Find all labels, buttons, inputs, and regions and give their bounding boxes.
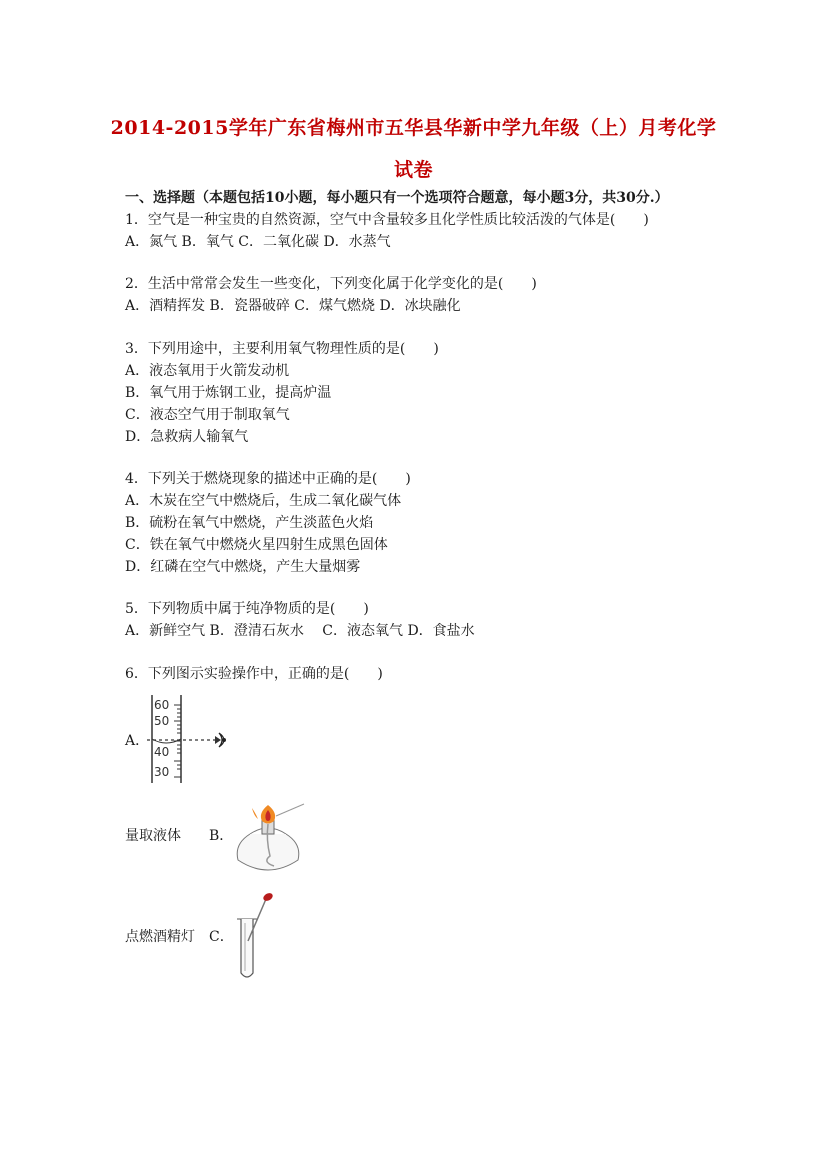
exam-title-cont: 试卷 bbox=[393, 159, 433, 181]
question-6-label-c: 点燃酒精灯 C． bbox=[125, 929, 234, 945]
question-4-option-d: D．红磷在空气中燃烧，产生大量烟雾 bbox=[125, 559, 361, 575]
tick-label-30: 30 bbox=[154, 765, 170, 779]
exam-title: 2014-2015学年广东省梅州市五华县华新中学九年级（上）月考化学 bbox=[110, 117, 717, 139]
question-4-option-a: A．木炭在空气中燃烧后，生成二氧化碳气体 bbox=[125, 493, 402, 509]
question-1-stem: 1．空气是一种宝贵的自然资源，空气中含量较多且化学性质比较活泼的气体是( ) bbox=[125, 212, 649, 228]
question-3-stem: 3．下列用途中，主要利用氧气物理性质的是( ) bbox=[125, 341, 439, 357]
match-head-icon bbox=[262, 893, 274, 903]
question-2-options: A．酒精挥发 B．瓷器破碎 C．煤气燃烧 D．冰块融化 bbox=[125, 298, 461, 314]
question-3-option-a: A．液态氧用于火箭发动机 bbox=[125, 363, 290, 379]
alcohol-lamp-figure bbox=[232, 800, 307, 880]
section-heading: 一、选择题（本题包括10小题，每小题只有一个选项符合题意，每小题3分，共30分.） bbox=[125, 190, 669, 206]
question-6-label-a: A． bbox=[125, 733, 150, 749]
tick-label-40: 40 bbox=[154, 745, 170, 759]
question-6-stem: 6．下列图示实验操作中，正确的是( ) bbox=[125, 666, 383, 682]
match-stick bbox=[276, 804, 304, 816]
tick-label-60: 60 bbox=[154, 698, 170, 712]
question-6-label-b: 量取液体 B． bbox=[125, 828, 234, 844]
graduated-cylinder-figure bbox=[145, 693, 240, 785]
tick-label-50: 50 bbox=[154, 714, 170, 728]
question-1-options: A．氮气 B．氧气 C．二氧化碳 D．水蒸气 bbox=[125, 234, 391, 250]
tube-body bbox=[241, 919, 253, 977]
test-tube-figure bbox=[232, 893, 277, 983]
question-3-option-b: B．氧气用于炼钢工业，提高炉温 bbox=[125, 385, 332, 401]
question-5-stem: 5．下列物质中属于纯净物质的是( ) bbox=[125, 601, 369, 617]
question-4-option-c: C．铁在氧气中燃烧火星四射生成黑色固体 bbox=[125, 537, 388, 553]
question-4-option-b: B．硫粉在氧气中燃烧，产生淡蓝色火焰 bbox=[125, 515, 374, 531]
question-3-option-d: D．急救病人输氧气 bbox=[125, 429, 249, 445]
question-3-option-c: C．液态空气用于制取氧气 bbox=[125, 407, 290, 423]
question-2-stem: 2．生活中常常会发生一些变化，下列变化属于化学变化的是( ) bbox=[125, 276, 537, 292]
question-4-stem: 4．下列关于燃烧现象的描述中正确的是( ) bbox=[125, 471, 411, 487]
question-5-options: A．新鲜空气 B．澄清石灰水 C．液态氧气 D．食盐水 bbox=[125, 623, 475, 639]
arrow-head bbox=[215, 736, 221, 744]
